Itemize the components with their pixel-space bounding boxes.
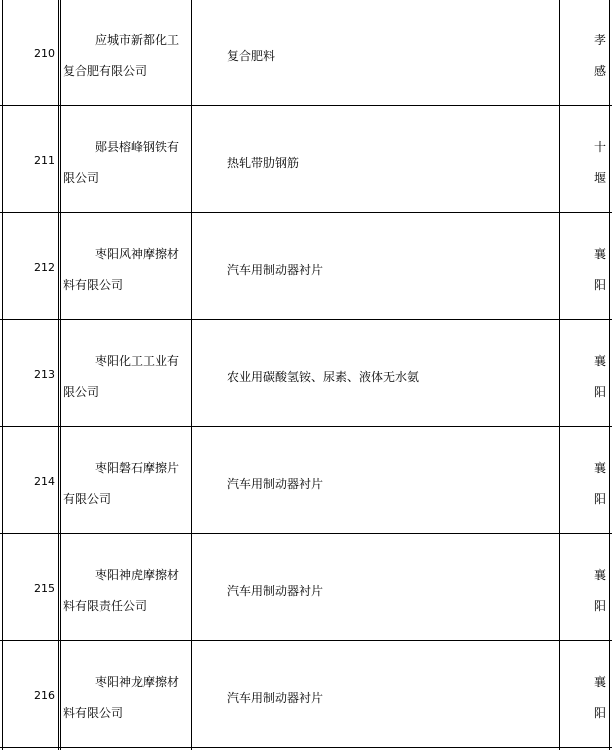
product-name: 汽车用制动器衬片 [227,477,324,491]
company-name-line1: 枣阳磐石摩擦片 [95,461,180,475]
company-name-line2: 料有限责任公司 [63,599,148,613]
product-name: 农业用碳酸氢铵、尿素、液体无水氨 [227,370,420,384]
company-name-line2: 有限公司 [63,492,112,506]
city-char-2: 阳 [593,492,606,506]
city-char-2: 阳 [593,706,606,720]
company-name-line2: 料有限公司 [63,706,124,720]
company-name-line2: 限公司 [63,385,100,399]
city-cell [561,0,609,107]
company-cell [60,107,191,214]
city-char-1: 孝 [593,33,606,47]
city-char-2: 阳 [593,599,606,613]
city-char-2: 堰 [593,171,606,185]
product-name: 汽车用制动器衬片 [227,691,324,705]
product-cell [193,428,559,535]
row-number: 211 [34,154,55,167]
company-name-line1: 郧县榕峰钢铁有 [95,140,180,154]
product-cell [193,321,559,428]
company-name-line2: 复合肥有限公司 [63,64,148,78]
table-row [0,321,612,428]
product-name: 汽车用制动器衬片 [227,584,324,598]
row-number: 216 [34,689,55,702]
city-cell [561,642,609,749]
table-row [0,642,612,749]
company-cell [60,214,191,321]
row-number: 210 [34,47,55,60]
city-cell [561,321,609,428]
city-char-1: 襄 [593,675,606,689]
company-cell [60,535,191,642]
number-cell [2,107,58,214]
product-cell [193,642,559,749]
city-cell [561,107,609,214]
product-cell [193,535,559,642]
number-cell [2,535,58,642]
company-name-line2: 限公司 [63,171,100,185]
city-cell [561,535,609,642]
number-cell [2,214,58,321]
product-cell [193,214,559,321]
row-number: 213 [34,368,55,381]
company-cell [60,0,191,107]
number-cell [2,321,58,428]
product-name: 汽车用制动器衬片 [227,263,324,277]
table-row [0,214,612,321]
city-char-1: 襄 [593,354,606,368]
company-cell [60,428,191,535]
city-cell [561,214,609,321]
city-cell [561,428,609,535]
product-cell [193,0,559,107]
company-name-line2: 料有限公司 [63,278,124,292]
city-char-1: 十 [593,140,606,154]
table-row [0,428,612,535]
company-name-line1: 应城市新都化工 [95,33,180,47]
company-name-line1: 枣阳神虎摩擦材 [95,568,180,582]
table-row [0,107,612,214]
company-name-line1: 枣阳风神摩擦材 [95,247,180,261]
number-cell [2,642,58,749]
table-row [0,0,612,107]
city-char-1: 襄 [593,247,606,261]
company-cell [60,321,191,428]
product-name: 热轧带肋钢筋 [227,156,300,170]
product-name: 复合肥料 [227,49,276,63]
city-char-1: 襄 [593,568,606,582]
city-char-2: 感 [593,64,606,78]
product-cell [193,107,559,214]
row-number: 212 [34,261,55,274]
city-char-2: 阳 [593,385,606,399]
table-row [0,535,612,642]
row-number: 214 [34,475,55,488]
city-char-1: 襄 [593,461,606,475]
row-number: 215 [34,582,55,595]
company-name-line1: 枣阳神龙摩擦材 [95,675,180,689]
number-cell [2,0,58,107]
number-cell [2,428,58,535]
company-name-line1: 枣阳化工工业有 [95,354,180,368]
city-char-2: 阳 [593,278,606,292]
company-cell [60,642,191,749]
